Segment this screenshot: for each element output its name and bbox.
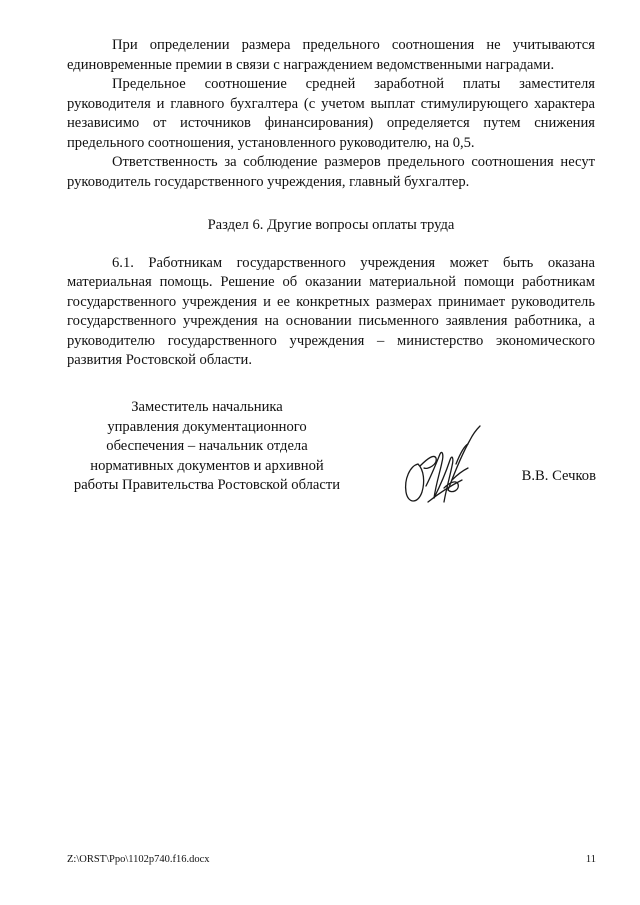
section-title: Раздел 6. Другие вопросы оплаты труда <box>207 217 455 233</box>
signatory-position-line: обеспечения – начальник отдела <box>106 438 308 454</box>
document-body <box>67 36 595 371</box>
signatory-position-line: управления документационного <box>107 418 307 435</box>
signatory-position <box>62 398 352 496</box>
paragraph-deputy-ratio: Предельное соотношение средней заработной платы заместителя руководителя и главного бухгалтера (с учетом выплат стимулирующего характера независимо от источников финансирования) определяется путем снижения предельного соотношения, установленного руководителю, на 0,5. <box>67 76 595 151</box>
signatory-name: В.В. Сечков <box>521 468 596 484</box>
signatory-position-line: нормативных документов и архивной <box>90 457 324 474</box>
handwritten-signature <box>398 424 488 508</box>
signatory-position-line: работы Правительства Ростовской области <box>73 477 341 493</box>
paragraph-material-aid: 6.1. Работникам государственного учреждения может быть оказана материальная помощь. Решение об оказании материальной помощи работникам государственного учреждения и ее конкретных размерах принимает руководитель государственного учреждения на основании письменного заявления работника, а руководителю государственного учреждения – министерство экономического развития Ростовской области. <box>67 254 595 368</box>
paragraph-bonus-exclusion: При определении размера предельного соотношения не учитываются единовременные премии в связи с награждением ведомственными наградами. <box>67 37 595 73</box>
page-number: 11 <box>585 854 596 865</box>
paragraph-responsibility: Ответственность за соблюдение размеров предельного соотношения несут руководитель государственного учреждения, главный бухгалтер. <box>67 154 595 190</box>
footer-file-path: Z:\ORST\Ppo\1102p740.f16.docx <box>67 854 210 865</box>
signatory-position-line: Заместитель начальника <box>131 399 283 415</box>
